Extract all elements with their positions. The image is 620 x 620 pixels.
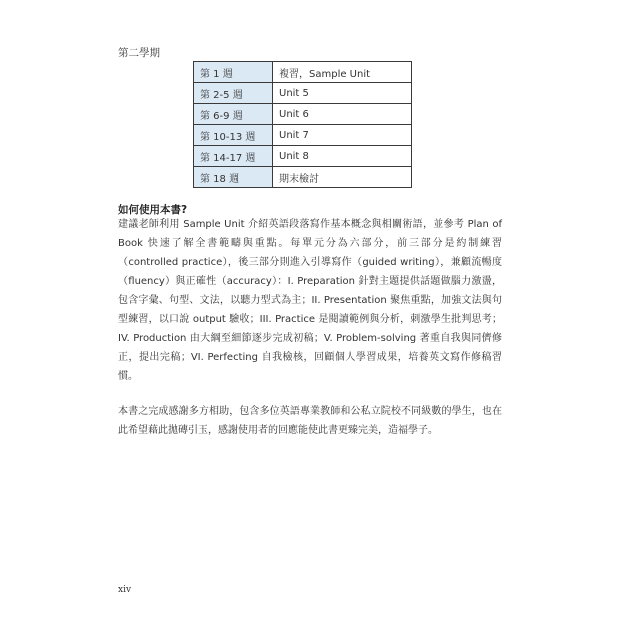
body-paragraph-acknowledgement: 本書之完成感謝多方相助，包含多位英語專業教師和公私立院校不同級數的學生，也在此希望藉此拋磚引玉，感謝使用者的回應能使此書更臻完美，造福學子。 <box>118 406 502 436</box>
table-row <box>194 167 412 188</box>
week-cell: 第 10-13 週 <box>194 125 273 146</box>
table-row <box>194 146 412 167</box>
content-cell: 期末檢討 <box>273 167 412 188</box>
table-row <box>194 62 412 83</box>
table-row <box>194 125 412 146</box>
week-cell: 第 1 週 <box>194 62 273 83</box>
table-row <box>194 104 412 125</box>
content-cell: Unit 6 <box>273 104 412 125</box>
week-cell: 第 14-17 週 <box>194 146 273 167</box>
content-cell: Unit 8 <box>273 146 412 167</box>
semester-title: 第二學期 <box>118 47 160 59</box>
content-cell: Unit 7 <box>273 125 412 146</box>
page-number: xiv <box>118 585 132 595</box>
section-heading: 如何使用本書? <box>118 204 188 216</box>
content-cell: 複習，Sample Unit <box>273 62 412 83</box>
content-cell: Unit 5 <box>273 83 412 104</box>
week-cell: 第 6-9 週 <box>194 104 273 125</box>
schedule-table <box>193 61 412 188</box>
week-cell: 第 2-5 週 <box>194 83 273 104</box>
body-paragraph-usage: 建議老師利用 Sample Unit 介紹英語段落寫作基本概念與相關術語，並參考 Plan of Book 快速了解全書範疇與重點。每單元分為六部分，前三部分是約制練習（controlled practice），後三部分則進入引導寫作（guided writing），兼顧流暢度（fluency）與正確性（accuracy）：I. Preparation 針對主題提供話題做腦力激盪，包含字彙、句型、文法，以聽力型式為主；II. Presentation 聚焦重點，加強文法與句型練習，以口說 output 驗收；III. Practice 是閱讀範例與分析，刺激學生批判思考；IV. Production 由大綱至細節逐步完成初稿；V. Problem-solving 著重自我與同儕修正，提出完稿；VI. Perfecting 自我檢核，回顧個人學習成果，培養英文寫作修稿習慣。 <box>118 219 502 382</box>
week-cell: 第 18 週 <box>194 167 273 188</box>
table-row <box>194 83 412 104</box>
